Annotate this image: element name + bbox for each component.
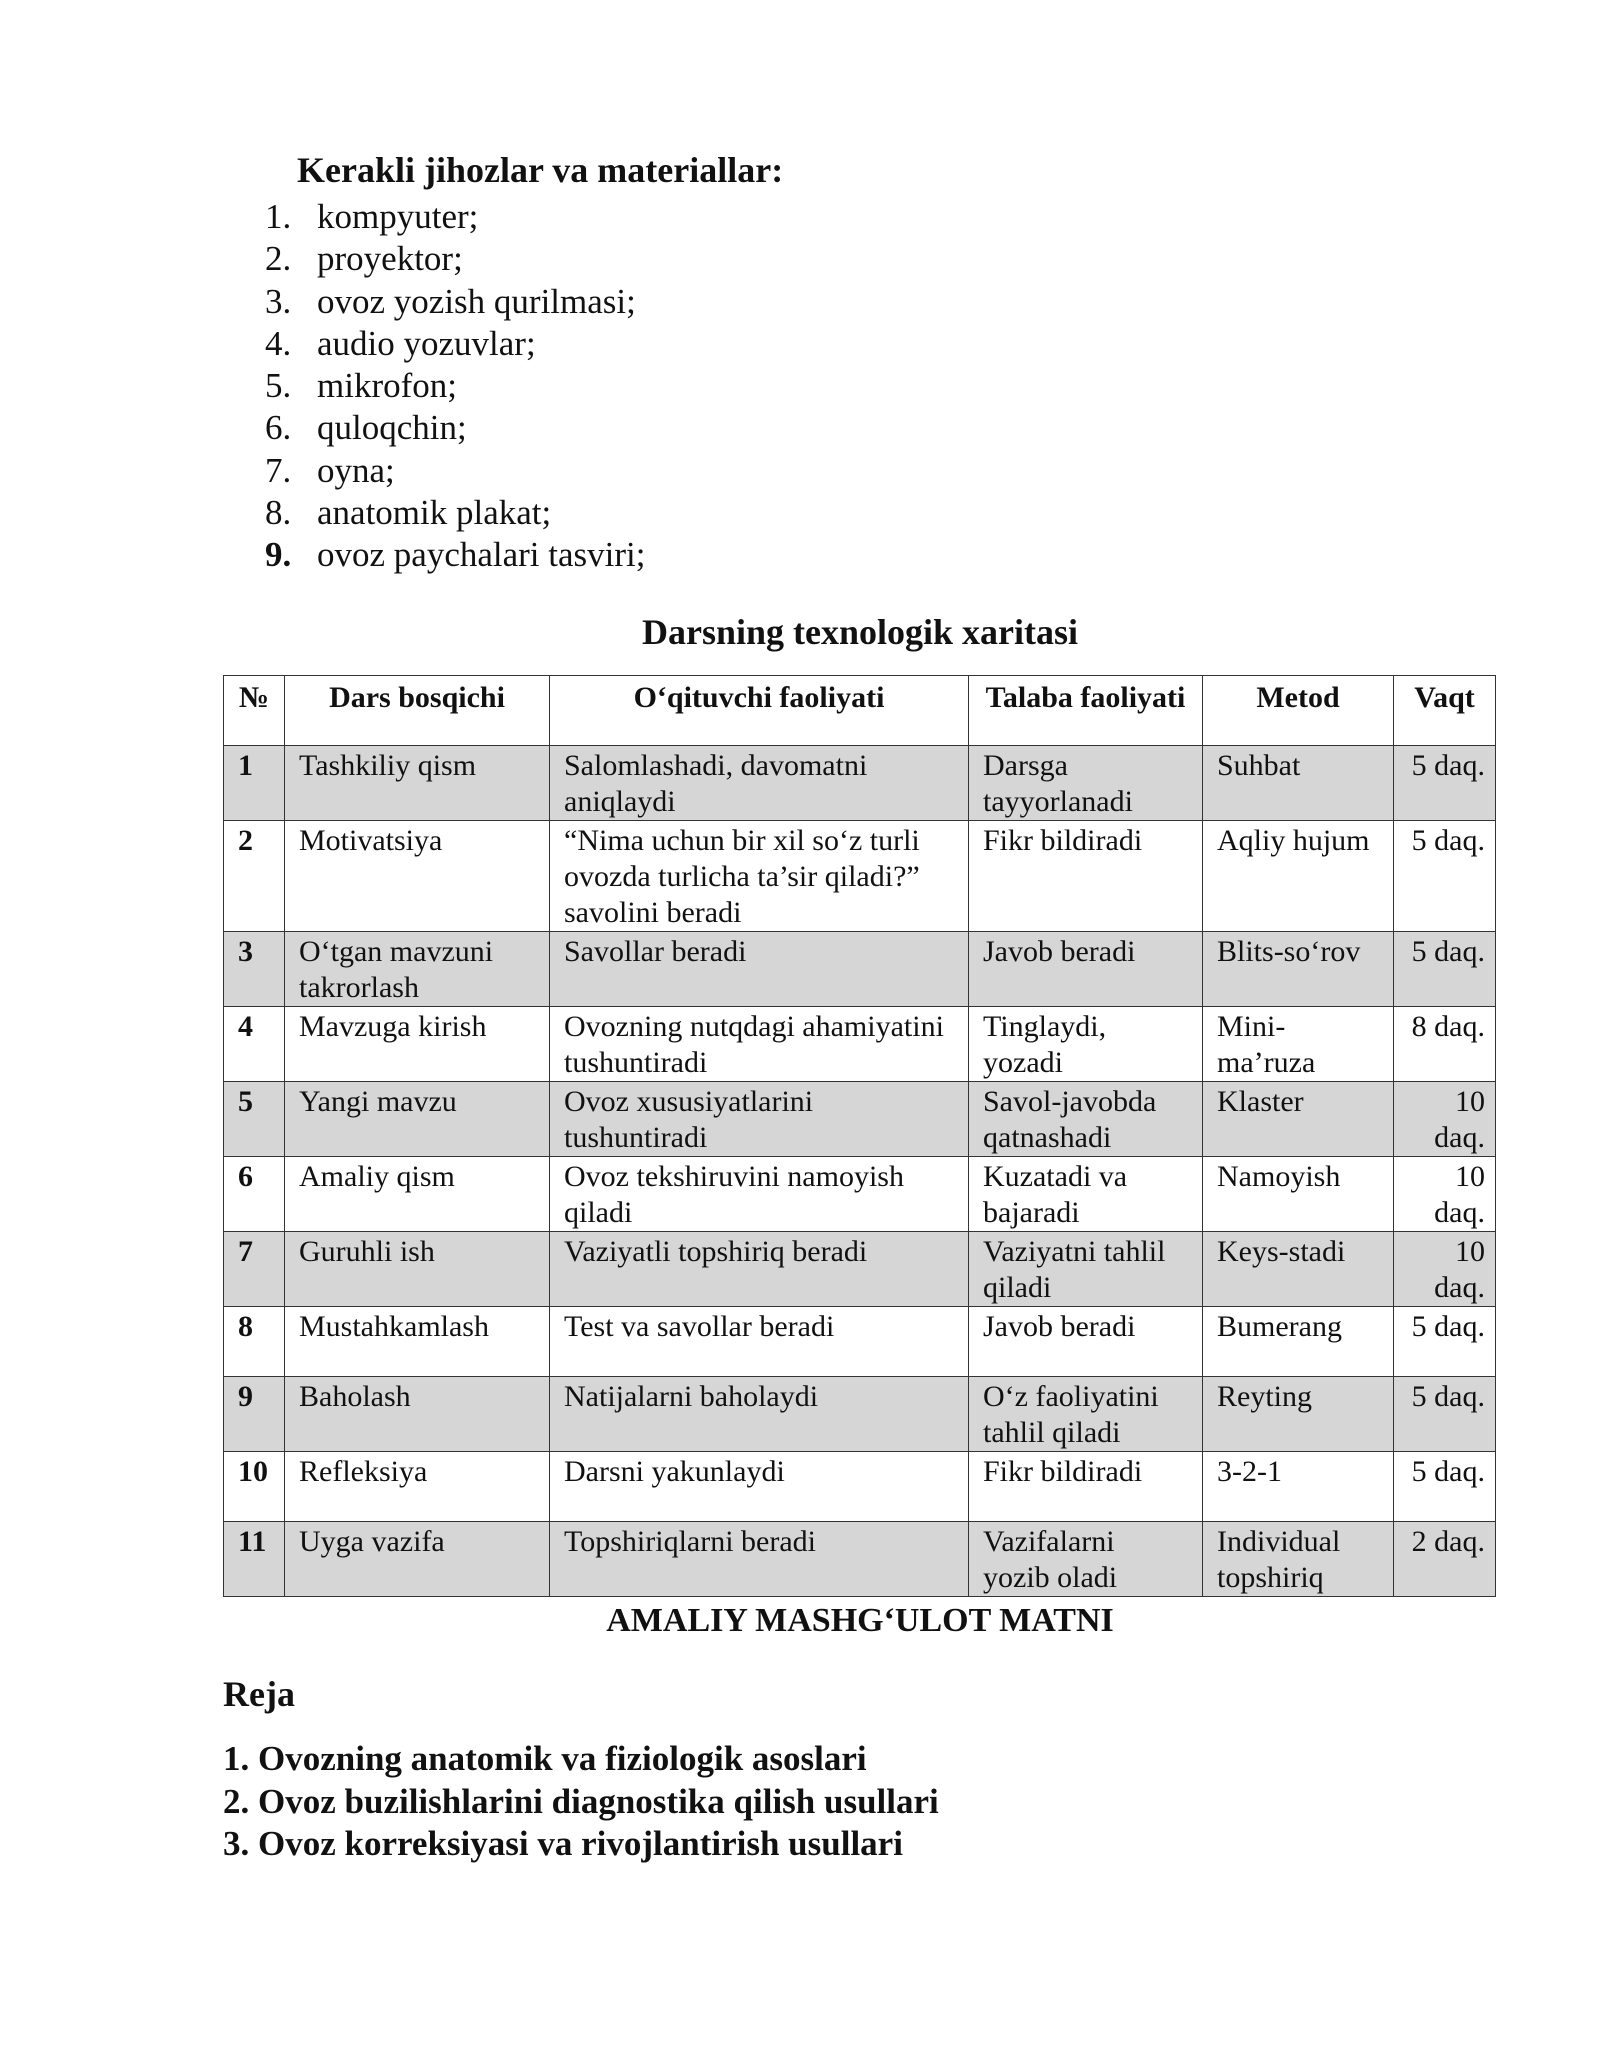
lesson-plan-table xyxy=(223,675,1496,1597)
cell-teacher: “Nima uchun bir xil so‘z turli ovozda turlicha ta’sir qiladi?” savolini beradi xyxy=(550,821,969,932)
list-item-text: quloqchin; xyxy=(317,408,467,448)
list-item-text: anatomik plakat; xyxy=(317,493,552,533)
cell-student: Darsga tayyorlanadi xyxy=(969,746,1203,821)
cell-time: 2 daq. xyxy=(1394,1522,1496,1597)
cell-student: Kuzatadi va bajaradi xyxy=(969,1157,1203,1232)
cell-student: Vaziyatni tahlil qiladi xyxy=(969,1232,1203,1307)
cell-time: 10 daq. xyxy=(1394,1232,1496,1307)
list-item-number: 1. xyxy=(265,197,292,236)
cell-teacher: Salomlashadi, davomatni aniqlaydi xyxy=(550,746,969,821)
cell-student: Fikr bildiradi xyxy=(969,821,1203,932)
cell-time: 10 daq. xyxy=(1394,1082,1496,1157)
cell-teacher: Ovoz xususiyatlarini tushuntiradi xyxy=(550,1082,969,1157)
cell-teacher: Ovoz tekshiruvini namoyish qiladi xyxy=(550,1157,969,1232)
cell-teacher: Vaziyatli topshiriq beradi xyxy=(550,1232,969,1307)
cell-student: Savol-javobda qatnashadi xyxy=(969,1082,1203,1157)
list-item-number: 7. xyxy=(265,450,292,490)
plan-list xyxy=(223,1738,939,1866)
cell-student: Fikr bildiradi xyxy=(969,1452,1203,1522)
header-stage: Dars bosqichi xyxy=(285,676,550,746)
list-item-number: 8. xyxy=(265,493,292,533)
list-item xyxy=(265,281,645,323)
plan-heading: Reja xyxy=(223,1674,295,1714)
list-item xyxy=(265,323,645,365)
cell-num: 5 xyxy=(224,1082,285,1157)
list-item-text: proyektor; xyxy=(317,239,463,279)
cell-time: 5 daq. xyxy=(1394,821,1496,932)
cell-time: 5 daq. xyxy=(1394,1377,1496,1452)
header-student: Talaba faoliyati xyxy=(969,676,1203,746)
cell-method: Klaster xyxy=(1203,1082,1394,1157)
practice-title: AMALIY MASHG‘ULOT MATNI xyxy=(606,1602,1114,1639)
cell-method: Blits-so‘rov xyxy=(1203,932,1394,1007)
list-item-number: 3. xyxy=(265,281,292,321)
list-item-number: 9. xyxy=(265,535,292,575)
table-row xyxy=(224,1452,1496,1522)
table-row xyxy=(224,1232,1496,1307)
list-item: 2. Ovoz buzilishlarini diagnostika qilish usullari xyxy=(223,1781,939,1821)
cell-num: 4 xyxy=(224,1007,285,1082)
cell-teacher: Test va savollar beradi xyxy=(550,1307,969,1377)
cell-student: O‘z faoliyatini tahlil qiladi xyxy=(969,1377,1203,1452)
cell-stage: Refleksiya xyxy=(285,1452,550,1522)
equipment-list xyxy=(265,196,645,577)
header-time: Vaqt xyxy=(1394,676,1496,746)
cell-time: 5 daq. xyxy=(1394,932,1496,1007)
table-row xyxy=(224,821,1496,932)
table-row xyxy=(224,1082,1496,1157)
list-item xyxy=(265,196,645,238)
cell-num: 2 xyxy=(224,821,285,932)
table-row xyxy=(224,1157,1496,1232)
header-num: № xyxy=(224,676,285,746)
cell-num: 7 xyxy=(224,1232,285,1307)
cell-num: 3 xyxy=(224,932,285,1007)
cell-stage: Mustahkamlash xyxy=(285,1307,550,1377)
cell-stage: Motivatsiya xyxy=(285,821,550,932)
list-item xyxy=(265,534,645,576)
list-item xyxy=(265,238,645,280)
cell-time: 8 daq. xyxy=(1394,1007,1496,1082)
cell-method: Reyting xyxy=(1203,1377,1394,1452)
cell-teacher: Topshiriqlarni beradi xyxy=(550,1522,969,1597)
cell-stage: Uyga vazifa xyxy=(285,1522,550,1597)
list-item xyxy=(265,365,645,407)
cell-stage: Mavzuga kirish xyxy=(285,1007,550,1082)
cell-method: Aqliy hujum xyxy=(1203,821,1394,932)
cell-time: 5 daq. xyxy=(1394,1452,1496,1522)
cell-student: Tinglaydi, yozadi xyxy=(969,1007,1203,1082)
cell-num: 1 xyxy=(224,746,285,821)
cell-num: 8 xyxy=(224,1307,285,1377)
cell-method: Bumerang xyxy=(1203,1307,1394,1377)
cell-num: 6 xyxy=(224,1157,285,1232)
cell-teacher: Natijalarni baholaydi xyxy=(550,1377,969,1452)
table-row xyxy=(224,746,1496,821)
list-item-text: mikrofon; xyxy=(317,366,457,406)
table-row xyxy=(224,1522,1496,1597)
cell-method: Mini-ma’ruza xyxy=(1203,1007,1394,1082)
table-title: Darsning texnologik xaritasi xyxy=(641,612,1079,652)
cell-method: 3-2-1 xyxy=(1203,1452,1394,1522)
cell-time: 10 daq. xyxy=(1394,1157,1496,1232)
list-item-text: kompyuter; xyxy=(317,197,479,236)
cell-teacher: Darsni yakunlaydi xyxy=(550,1452,969,1522)
list-item-text: ovoz yozish qurilmasi; xyxy=(317,281,636,321)
cell-stage: Guruhli ish xyxy=(285,1232,550,1307)
table-row xyxy=(224,932,1496,1007)
list-item xyxy=(265,407,645,449)
cell-stage: Yangi mavzu xyxy=(285,1082,550,1157)
cell-method: Namoyish xyxy=(1203,1157,1394,1232)
cell-teacher: Savollar beradi xyxy=(550,932,969,1007)
list-item-number: 5. xyxy=(265,366,292,406)
table-row xyxy=(224,1007,1496,1082)
cell-num: 9 xyxy=(224,1377,285,1452)
cell-student: Javob beradi xyxy=(969,932,1203,1007)
list-item-number: 4. xyxy=(265,323,292,363)
list-item xyxy=(265,492,645,534)
list-item: 1. Ovozning anatomik va fiziologik asoslari xyxy=(223,1739,867,1778)
list-item-text: ovoz paychalari tasviri; xyxy=(317,535,646,575)
equipment-heading: Kerakli jihozlar va materiallar: xyxy=(297,150,784,190)
cell-time: 5 daq. xyxy=(1394,1307,1496,1377)
cell-method: Suhbat xyxy=(1203,746,1394,821)
table-header-row xyxy=(224,676,1496,746)
header-method: Metod xyxy=(1203,676,1394,746)
cell-student: Javob beradi xyxy=(969,1307,1203,1377)
list-item xyxy=(265,450,645,492)
header-teacher: O‘qituvchi faoliyati xyxy=(550,676,969,746)
table-row xyxy=(224,1307,1496,1377)
cell-stage: O‘tgan mavzuni takrorlash xyxy=(285,932,550,1007)
list-item-text: audio yozuvlar; xyxy=(317,323,536,363)
cell-student: Vazifalarni yozib oladi xyxy=(969,1522,1203,1597)
table-row xyxy=(224,1377,1496,1452)
cell-stage: Tashkiliy qism xyxy=(285,746,550,821)
cell-time: 5 daq. xyxy=(1394,746,1496,821)
list-item-text: oyna; xyxy=(317,450,395,490)
cell-teacher: Ovozning nutqdagi ahamiyatini tushuntiradi xyxy=(550,1007,969,1082)
cell-num: 10 xyxy=(224,1452,285,1522)
cell-stage: Amaliy qism xyxy=(285,1157,550,1232)
cell-method: Keys-stadi xyxy=(1203,1232,1394,1307)
cell-stage: Baholash xyxy=(285,1377,550,1452)
cell-num: 11 xyxy=(224,1522,285,1597)
cell-method: Individual topshiriq xyxy=(1203,1522,1394,1597)
list-item: 3. Ovoz korreksiyasi va rivojlantirish usullari xyxy=(223,1824,903,1863)
list-item-number: 6. xyxy=(265,408,292,448)
list-item-number: 2. xyxy=(265,239,292,279)
